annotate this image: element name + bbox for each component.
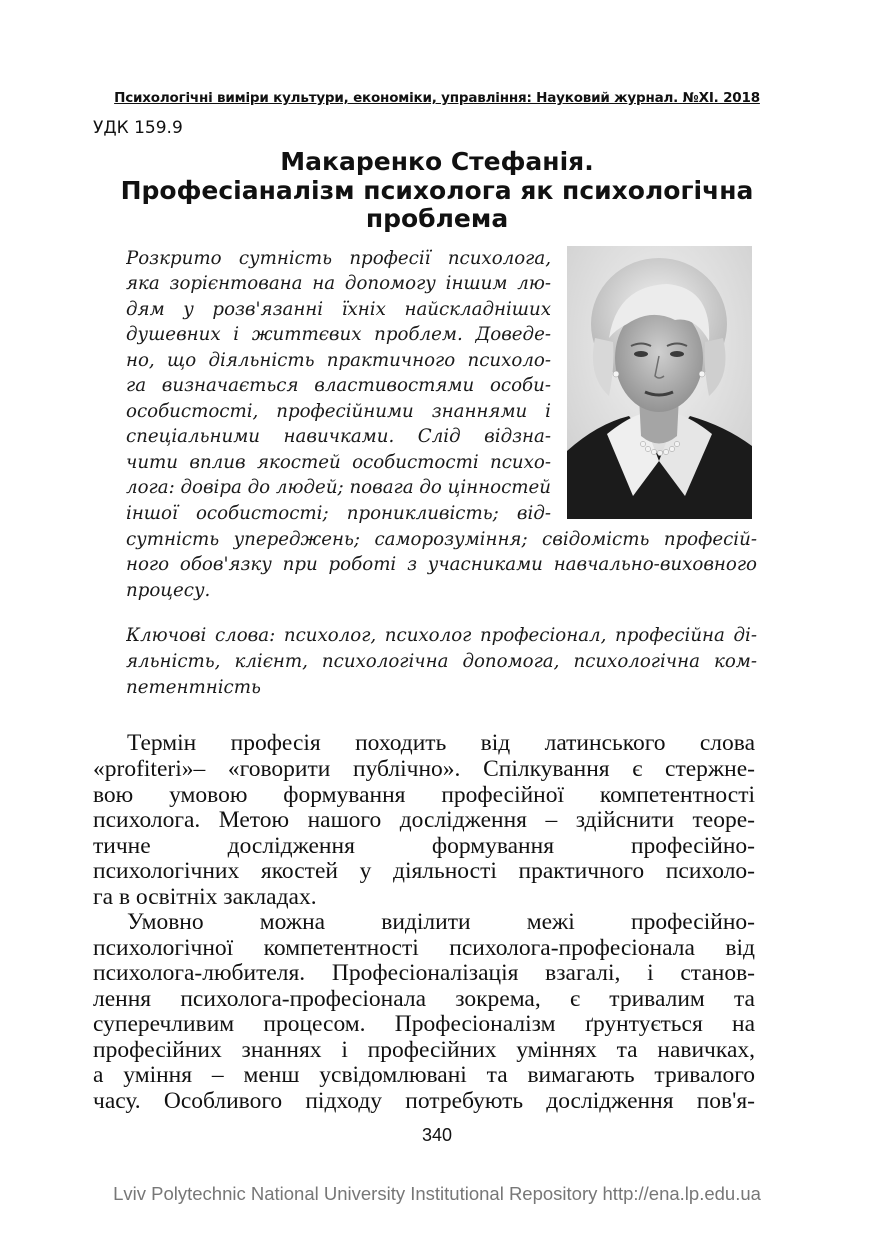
abstract-line: сутність упереджень; саморозуміння; свідомість професій- (126, 529, 757, 550)
body-line: а уміння – менш усвідомлювані та вимагають тривалого (93, 1063, 755, 1088)
abstract-line: чити вплив якостей особистості психо- (126, 452, 551, 473)
body-line: га в освітніх закладах. (93, 885, 317, 910)
abstract-line: но, що діяльність практичного психоло- (126, 350, 551, 371)
abstract-line: іншої особистості; проникливість; від- (126, 503, 551, 524)
abstract-line: Розкрито сутність професії психолога, (126, 248, 551, 269)
abstract-line: спеціальними навичками. Слід відзна- (126, 426, 551, 447)
title-line: проблема (365, 204, 509, 233)
title-line: Професіаналізм психолога як психологічна (120, 175, 754, 205)
body-line: вою умовою формування професійної компетентності (93, 783, 755, 808)
body-line: Термін професія походить від латинського слова (127, 731, 755, 756)
body-line: професійних знаннях і професійних уміннях та навичках, (93, 1038, 755, 1063)
abstract-line: процесу. (126, 580, 211, 601)
body-line: «profiteri»– «говорити публічно». Спілкування є стержне- (93, 757, 755, 782)
body-line: психолога-любителя. Професіоналізація взагалі, і станов- (93, 961, 755, 986)
page-number: 340 (421, 1125, 453, 1145)
body-line: часу. Особливого підходу потребують дослідження пов'я- (93, 1089, 755, 1114)
article-title (60, 148, 814, 234)
body-line: психологічних якостей у діяльності практичного психоло- (93, 859, 755, 884)
keywords-line: Ключові слова: психолог, психолог професіонал, професійна ді- (126, 625, 757, 646)
abstract-line: душевних і життєвих проблем. Доведе- (126, 324, 551, 345)
keywords-line: петентність (126, 677, 261, 698)
body-line: тичне дослідження формування професійно- (93, 834, 755, 859)
body-line: психологічної компетентності психолога-професіонала від (93, 936, 755, 961)
udk-code: УДК 159.9 (93, 118, 183, 138)
abstract-line: особистості, професійними знаннями і (126, 401, 551, 422)
portrait-icon (567, 246, 752, 519)
repository-footer: Lviv Polytechnic National University Institutional Repository http://ena.lp.edu.ua (113, 1183, 761, 1204)
abstract-line: га визначається властивостями особи- (126, 375, 551, 396)
journal-running-head: Психологічні виміри культури, економіки, управління: Науковий журнал. №ХІ. 2018 (114, 90, 760, 106)
body-line: лення психолога-професіонала зокрема, є тривалим та (93, 987, 755, 1012)
keywords-line: яльність, клієнт, психологічна допомога, психологічна ком- (126, 651, 757, 672)
abstract-line: лога: довіра до людей; повага до цінностей (126, 477, 551, 498)
abstract-line: яка зорієнтована на допомогу іншим лю- (126, 273, 551, 294)
author-portrait-photo (567, 246, 752, 519)
abstract-line: ного обов'язку при роботі з учасниками навчально-виховного (126, 554, 757, 575)
body-line: суперечливим процесом. Професіоналізм ґрунтується на (93, 1012, 755, 1037)
title-line: Макаренко Стефанія. (280, 147, 594, 176)
abstract-line: дям у розв'язанні їхніх найскладніших (126, 299, 551, 320)
body-line: Умовно можна виділити межі професійно- (127, 910, 755, 935)
body-line: психолога. Метою нашого дослідження – здійснити теоре- (93, 808, 755, 833)
